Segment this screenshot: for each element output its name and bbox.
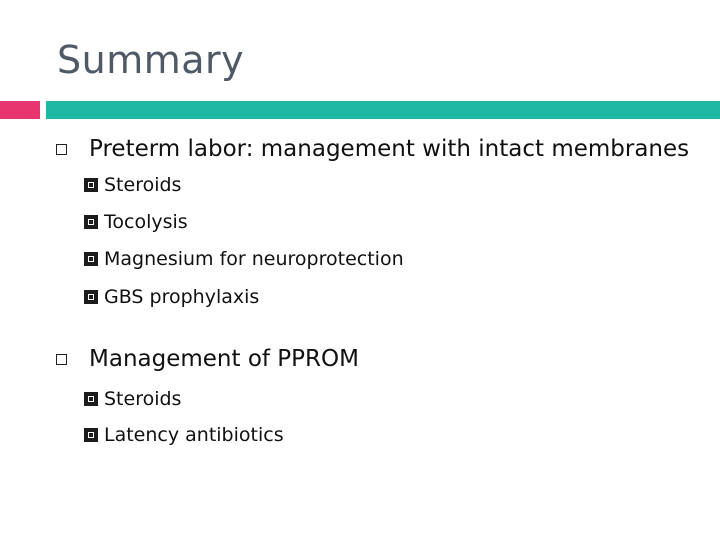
section-heading-text: Preterm labor: management with intact membranes xyxy=(89,136,690,162)
list-item xyxy=(84,424,284,446)
accent-rule-right xyxy=(46,101,720,119)
hollow-square-bullet-icon xyxy=(56,354,67,365)
filled-square-bullet-icon xyxy=(84,215,98,229)
section-heading-text: Management of PPROM xyxy=(89,346,359,372)
section-heading-preterm-labor xyxy=(56,136,689,162)
list-item-text: Steroids xyxy=(104,174,182,196)
list-item xyxy=(84,286,259,308)
filled-square-bullet-icon xyxy=(84,290,98,304)
list-item-text: Tocolysis xyxy=(104,211,188,233)
list-item xyxy=(84,248,404,270)
filled-square-bullet-icon xyxy=(84,178,98,192)
list-item-text: GBS prophylaxis xyxy=(104,286,260,308)
accent-rule-left xyxy=(0,101,40,119)
filled-square-bullet-icon xyxy=(84,428,98,442)
list-item xyxy=(84,211,188,233)
list-item xyxy=(84,388,181,410)
list-item-text: Latency antibiotics xyxy=(104,424,284,446)
list-item-text: Magnesium for neuroprotection xyxy=(104,248,404,270)
filled-square-bullet-icon xyxy=(84,392,98,406)
hollow-square-bullet-icon xyxy=(56,144,67,155)
section-heading-pprom xyxy=(56,346,359,372)
list-item-text: Steroids xyxy=(104,388,182,410)
slide-title: Summary xyxy=(57,38,245,82)
list-item xyxy=(84,174,181,196)
filled-square-bullet-icon xyxy=(84,252,98,266)
